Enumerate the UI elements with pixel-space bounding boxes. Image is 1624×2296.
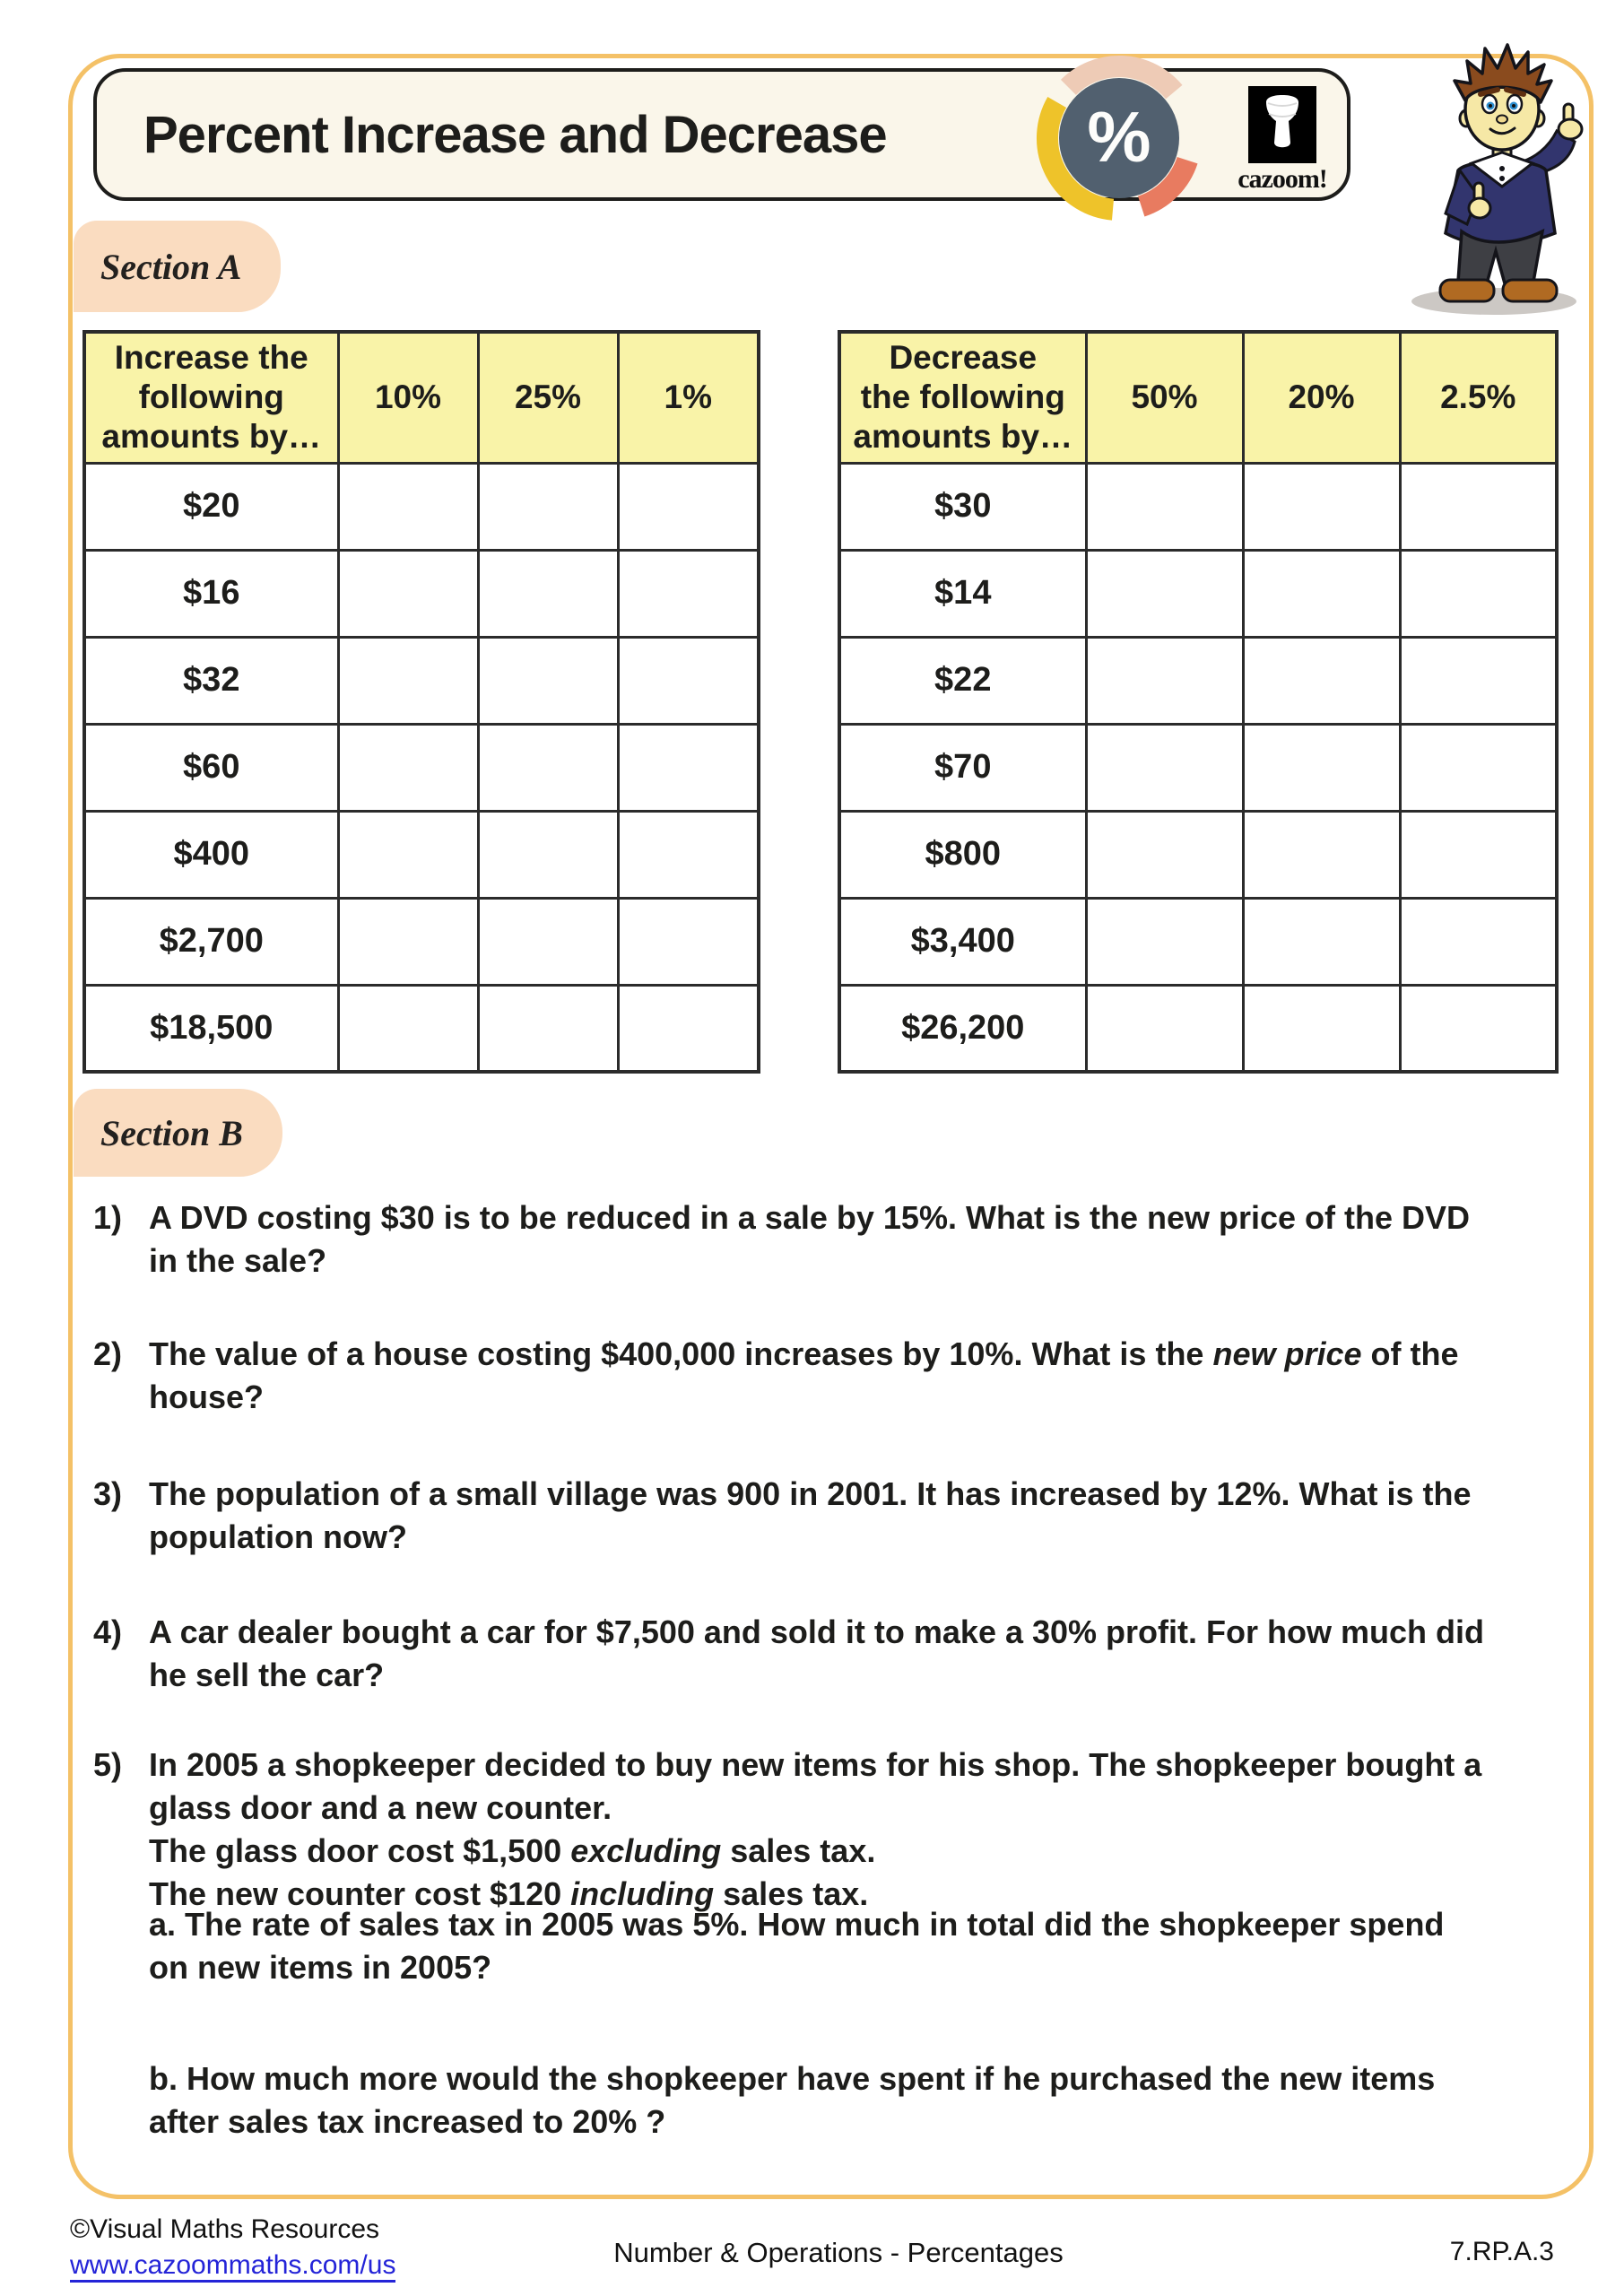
- table-row: [84, 637, 759, 724]
- answer-cell[interactable]: [478, 550, 618, 637]
- answer-cell[interactable]: [478, 637, 618, 724]
- question-number: 2): [93, 1335, 123, 1372]
- answer-cell[interactable]: [478, 985, 618, 1072]
- header-line: Decrease: [889, 339, 1038, 377]
- percent-badge-icon: [1028, 43, 1211, 227]
- copyright-text: ©Visual Maths Resources: [70, 2214, 380, 2244]
- answer-cell[interactable]: [618, 985, 759, 1072]
- question-3: [93, 1473, 1555, 1559]
- decrease-table-corner-header: [839, 332, 1086, 463]
- table-row: [839, 463, 1557, 550]
- question-2: [93, 1333, 1555, 1419]
- answer-cell[interactable]: [1243, 985, 1400, 1072]
- header-line: the following: [860, 378, 1065, 416]
- percent-symbol: %: [1087, 97, 1151, 177]
- table-row: [839, 637, 1557, 724]
- answer-cell[interactable]: [338, 811, 478, 898]
- table-row: [839, 724, 1557, 811]
- amount-cell: $70: [839, 724, 1086, 811]
- answer-cell[interactable]: [338, 637, 478, 724]
- col-header-1pct: 1%: [618, 332, 759, 463]
- section-a-badge: [74, 221, 281, 312]
- answer-cell[interactable]: [618, 811, 759, 898]
- amount-cell: $20: [84, 463, 338, 550]
- page-title: Percent Increase and Decrease: [143, 105, 887, 164]
- decrease-table: [838, 330, 1559, 1074]
- question-1: [93, 1196, 1555, 1283]
- question-number: 3): [93, 1475, 123, 1512]
- col-header-20pct: 20%: [1243, 332, 1400, 463]
- amount-cell: $60: [84, 724, 338, 811]
- answer-cell[interactable]: [1243, 811, 1400, 898]
- answer-cell[interactable]: [478, 811, 618, 898]
- section-b-badge: [74, 1089, 282, 1177]
- cazoom-drum-icon: [1248, 86, 1316, 163]
- increase-table-corner-header: [84, 332, 338, 463]
- question-number: 1): [93, 1199, 123, 1236]
- col-header-25pct: 25%: [478, 332, 618, 463]
- question-text: In 2005 a shopkeeper decided to buy new items for his shop. The shopkeeper bought a glass door and a new counter. The glass door cost $1,500 excluding sales tax. The new counter cost $120 including sales tax.: [149, 1746, 1482, 1912]
- answer-cell[interactable]: [1243, 637, 1400, 724]
- question-text: A car dealer bought a car for $7,500 and sold it to make a 30% profit. For how much did he sell the car?: [149, 1613, 1484, 1693]
- answer-cell[interactable]: [1400, 463, 1557, 550]
- question-text: The value of a house costing $400,000 increases by 10%. What is the new price of the house?: [149, 1335, 1459, 1415]
- amount-cell: $400: [84, 811, 338, 898]
- amount-cell: $30: [839, 463, 1086, 550]
- table-row: [84, 898, 759, 985]
- cazoom-logo-text: cazoom!: [1238, 164, 1327, 194]
- answer-cell[interactable]: [478, 724, 618, 811]
- answer-cell[interactable]: [1086, 811, 1243, 898]
- answer-cell[interactable]: [1086, 898, 1243, 985]
- answer-cell[interactable]: [1400, 550, 1557, 637]
- answer-cell[interactable]: [338, 550, 478, 637]
- question-number: 4): [93, 1613, 123, 1650]
- answer-cell[interactable]: [1086, 724, 1243, 811]
- answer-cell[interactable]: [1243, 898, 1400, 985]
- question-text: A DVD costing $30 is to be reduced in a sale by 15%. What is the new price of the DVD in the sale?: [149, 1199, 1471, 1279]
- answer-cell[interactable]: [618, 550, 759, 637]
- answer-cell[interactable]: [338, 985, 478, 1072]
- col-header-10pct: 10%: [338, 332, 478, 463]
- table-row: [84, 985, 759, 1072]
- answer-cell[interactable]: [338, 898, 478, 985]
- answer-cell[interactable]: [1243, 724, 1400, 811]
- answer-cell[interactable]: [1400, 637, 1557, 724]
- amount-cell: $2,700: [84, 898, 338, 985]
- table-row: [839, 550, 1557, 637]
- answer-cell[interactable]: [618, 637, 759, 724]
- cazoom-website-link[interactable]: www.cazoommaths.com/us: [70, 2251, 395, 2283]
- answer-cell[interactable]: [478, 898, 618, 985]
- header-line: amounts by…: [853, 418, 1073, 456]
- amount-cell: $18,500: [84, 985, 338, 1072]
- answer-cell[interactable]: [1400, 985, 1557, 1072]
- table-row: [84, 550, 759, 637]
- table-row: [839, 898, 1557, 985]
- amount-cell: $16: [84, 550, 338, 637]
- cazoom-logo: [1236, 86, 1329, 195]
- answer-cell[interactable]: [618, 463, 759, 550]
- amount-cell: $800: [839, 811, 1086, 898]
- section-b-label: Section B: [100, 1112, 243, 1153]
- question-4: [93, 1611, 1555, 1697]
- decrease-table-header-row: [839, 332, 1557, 463]
- answer-cell[interactable]: [338, 724, 478, 811]
- table-row: [839, 811, 1557, 898]
- footer-left: [70, 2212, 395, 2283]
- table-row: [839, 985, 1557, 1072]
- col-header-2-5pct: 2.5%: [1400, 332, 1557, 463]
- answer-cell[interactable]: [1243, 463, 1400, 550]
- subpart-label: a.: [149, 1906, 177, 1943]
- answer-cell[interactable]: [1400, 811, 1557, 898]
- header-line: amounts by…: [101, 418, 322, 456]
- col-header-50pct: 50%: [1086, 332, 1243, 463]
- answer-cell[interactable]: [1243, 550, 1400, 637]
- answer-cell[interactable]: [618, 898, 759, 985]
- amount-cell: $32: [84, 637, 338, 724]
- question-5a: a. The rate of sales tax in 2005 was 5%. How much in total did the shopkeeper spend on new items in 2005?: [149, 1906, 1445, 1986]
- answer-cell[interactable]: [1086, 550, 1243, 637]
- answer-cell[interactable]: [1086, 463, 1243, 550]
- header-line: following: [138, 378, 284, 416]
- table-row: [84, 463, 759, 550]
- mascot-character: [1388, 34, 1621, 326]
- amount-cell: $26,200: [839, 985, 1086, 1072]
- header-line: Increase the: [114, 339, 308, 377]
- amount-cell: $14: [839, 550, 1086, 637]
- question-5: [93, 1744, 1555, 1916]
- table-row: [84, 811, 759, 898]
- answer-cell[interactable]: [1086, 637, 1243, 724]
- answer-cell[interactable]: [1086, 985, 1243, 1072]
- footer-standard-code: 7.RP.A.3: [1449, 2237, 1554, 2266]
- question-5b: b. How much more would the shopkeeper have spent if he purchased the new items after sales tax increased to 20% ?: [149, 2060, 1436, 2140]
- question-number: 5): [93, 1746, 123, 1783]
- increase-table-header-row: [84, 332, 759, 463]
- question-text: The population of a small village was 900 in 2001. It has increased by 12%. What is the population now?: [149, 1475, 1472, 1555]
- answer-cell[interactable]: [478, 463, 618, 550]
- answer-cell[interactable]: [1400, 724, 1557, 811]
- table-row: [84, 724, 759, 811]
- subpart-label: b.: [149, 2060, 178, 2097]
- increase-table: [83, 330, 760, 1074]
- footer-topic: Number & Operations - Percentages: [613, 2237, 1064, 2268]
- amount-cell: $22: [839, 637, 1086, 724]
- section-a-label: Section A: [100, 246, 242, 287]
- answer-cell[interactable]: [618, 724, 759, 811]
- answer-cell[interactable]: [1400, 898, 1557, 985]
- amount-cell: $3,400: [839, 898, 1086, 985]
- answer-cell[interactable]: [338, 463, 478, 550]
